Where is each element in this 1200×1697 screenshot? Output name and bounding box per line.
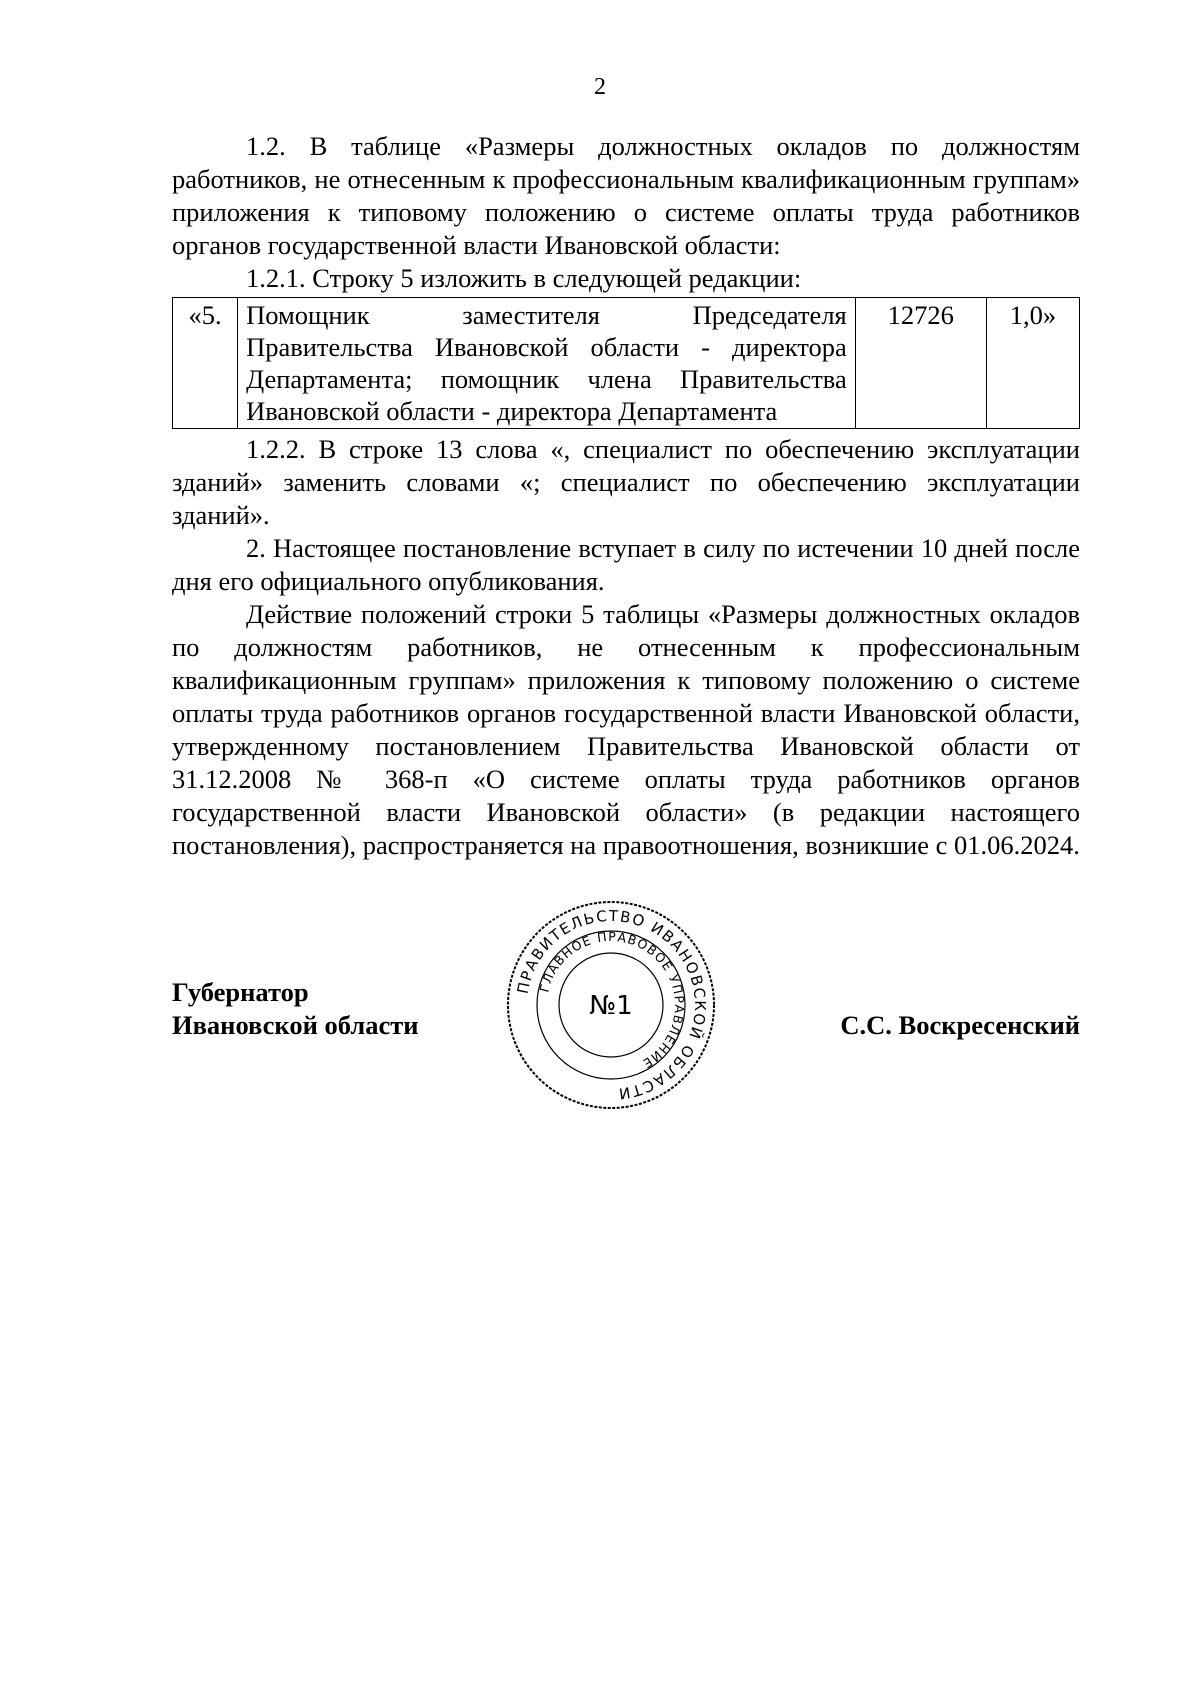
stamp-inner-text: ГЛАВНОЕ ПРАВОВОЕ УПРАВЛЕНИЕ bbox=[536, 928, 688, 1072]
paragraph-1-2: 1.2. В таблице «Размеры должностных окладов по должностям работников, не отнесенным к профессиональным квалификационным группам» приложения к типовому положению о системе оплаты труда работников органов государственной власти Ивановской области: bbox=[172, 131, 1080, 260]
page-number: 2 bbox=[594, 74, 606, 100]
signatory-name: С.С. Воскресенский bbox=[840, 1010, 1080, 1040]
table-row bbox=[173, 298, 1080, 429]
paragraph-2: 2. Настоящее постановление вступает в силу по истечении 10 дней после дня его официального опубликования. bbox=[172, 533, 1080, 596]
official-stamp bbox=[504, 898, 718, 1112]
paragraph-1-2-1: 1.2.1. Строку 5 изложить в следующей редакции: bbox=[246, 263, 802, 293]
document-body bbox=[172, 130, 1080, 862]
amendment-table bbox=[172, 297, 1080, 429]
signatory-position-line1: Губернатор bbox=[172, 977, 309, 1007]
paragraph-effect: Действие положений строки 5 таблицы «Размеры должностных окладов по должностям работников, не отнесенным к профессиональным квалификационным группам» приложения к типовому положению о системе оплаты труда работников органов государственной власти Ивановской области, утвержденному постановлением Правительства Ивановской области от 31.12.2008 № 368-п «О системе оплаты труда работников органов государственной власти Ивановской области» (в редакции настоящего постановления), распространяется на правоотношения, возникшие с 01.06.2024. bbox=[172, 599, 1080, 860]
stamp-center-number: №1 bbox=[589, 991, 633, 1021]
coefficient-cell: 1,0» bbox=[986, 298, 1079, 429]
paragraph-1-2-2: 1.2.2. В строке 13 слова «, специалист по обеспечению эксплуатации зданий» заменить словами «; специалист по обеспечению эксплуатации зданий». bbox=[172, 434, 1080, 530]
salary-cell: 12726 bbox=[855, 298, 986, 429]
signatory-position bbox=[172, 976, 419, 1042]
stamp-outer-text: ПРАВИТЕЛЬСТВО ИВАНОВСКОЙ ОБЛАСТИ bbox=[513, 906, 710, 1103]
position-title-cell: Помощник заместителя Председателя Правительства Ивановской области - директора Департамента; помощник члена Правительства Ивановской области - директора Департамента bbox=[238, 298, 856, 429]
signatory-position-line2: Ивановской области bbox=[172, 1010, 419, 1040]
row-number-cell: «5. bbox=[173, 298, 238, 429]
